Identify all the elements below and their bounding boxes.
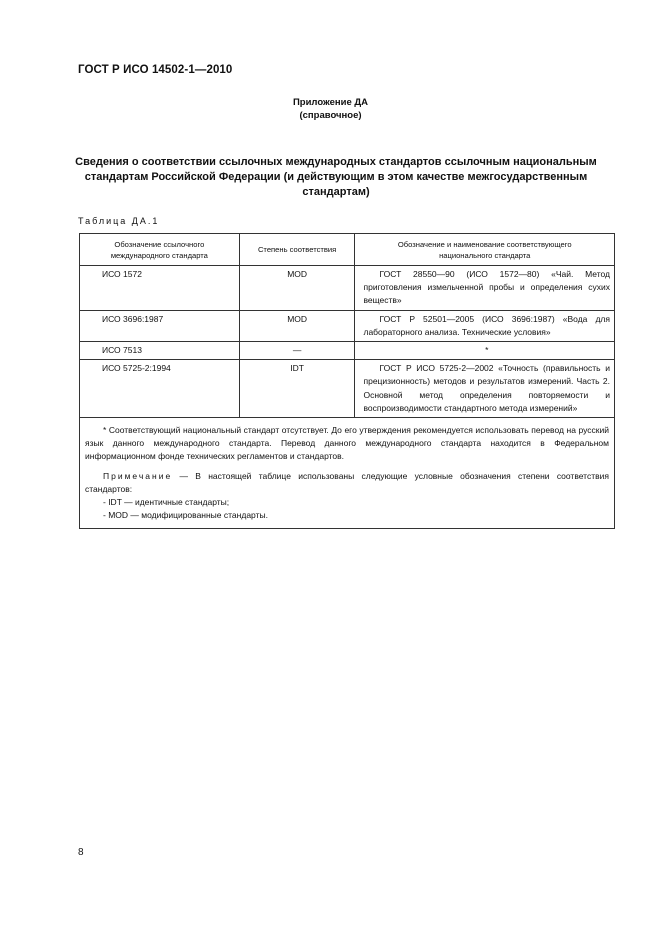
cell-intl-standard: ИСО 7513 <box>80 342 240 360</box>
notes-cell <box>80 418 615 529</box>
cell-degree: MOD <box>239 266 355 311</box>
table-row <box>80 360 615 418</box>
table-row <box>80 310 615 341</box>
appendix-subtitle: (справочное) <box>299 110 362 121</box>
section-heading: Сведения о соответствии ссылочных международных стандартов ссылочным национальным стандартам Российской Федерации (и действующим в этом качестве межгосударственным стандартам) <box>75 156 597 198</box>
cell-degree: IDT <box>239 360 355 418</box>
cell-intl-standard: ИСО 5725-2:1994 <box>80 360 240 418</box>
footnote-text: * Соответствующий национальный стандарт отсутствует. До его утверждения рекомендуется использовать перевод на русский язык данного международного стандарта. Перевод данного международного стандарта находится в Федеральном информационном фонде технических регламентов и стандартов. <box>85 425 609 462</box>
page-number: 8 <box>78 847 84 858</box>
cell-national-standard <box>355 342 615 360</box>
column-header-intl: Обозначение ссылочного международного стандарта <box>80 234 240 266</box>
note-item-idt: - IDT — идентичные стандарты; <box>103 497 230 508</box>
cell-national-standard: ГОСТ Р ИСО 5725-2—2002 «Точность (правильность и прецизионность) методов и результатов измерений. Часть 2. Основной метод определения повторяемости и воспроизводимости стандартного метода измерений» <box>355 360 615 418</box>
cell-national-standard: ГОСТ 28550—90 (ИСО 1572—80) «Чай. Метод приготовления измельченной пробы и определения сухих веществ» <box>355 266 615 311</box>
document-code: ГОСТ Р ИСО 14502-1—2010 <box>78 64 233 76</box>
correspondence-table <box>79 233 615 529</box>
column-header-degree: Степень соответствия <box>239 234 355 266</box>
cell-intl-standard: ИСО 1572 <box>80 266 240 311</box>
note-item-mod: - MOD — модифицированные стандарты. <box>103 510 268 521</box>
note-text: — В настоящей таблице использованы следующие условные обозначения степени соответствия стандартов: <box>85 470 609 494</box>
column-header-national: Обозначение и наименование соответствующего национального стандарта <box>355 234 615 266</box>
table-row <box>80 342 615 360</box>
cell-degree: — <box>239 342 355 360</box>
table-row <box>80 266 615 311</box>
table-header-row <box>80 234 615 266</box>
footnote-marker: * <box>485 345 489 356</box>
cell-degree: MOD <box>239 310 355 341</box>
table-caption: Таблица ДА.1 <box>78 216 160 226</box>
table-notes-row <box>80 418 615 529</box>
note-label: Примечание <box>103 470 173 481</box>
note-paragraph <box>85 470 609 496</box>
cell-intl-standard: ИСО 3696:1987 <box>80 310 240 341</box>
appendix-title: Приложение ДА <box>292 97 369 108</box>
appendix-header <box>0 96 661 122</box>
cell-national-standard: ГОСТ Р 52501—2005 (ИСО 3696:1987) «Вода для лабораторного анализа. Технические условия» <box>355 310 615 341</box>
